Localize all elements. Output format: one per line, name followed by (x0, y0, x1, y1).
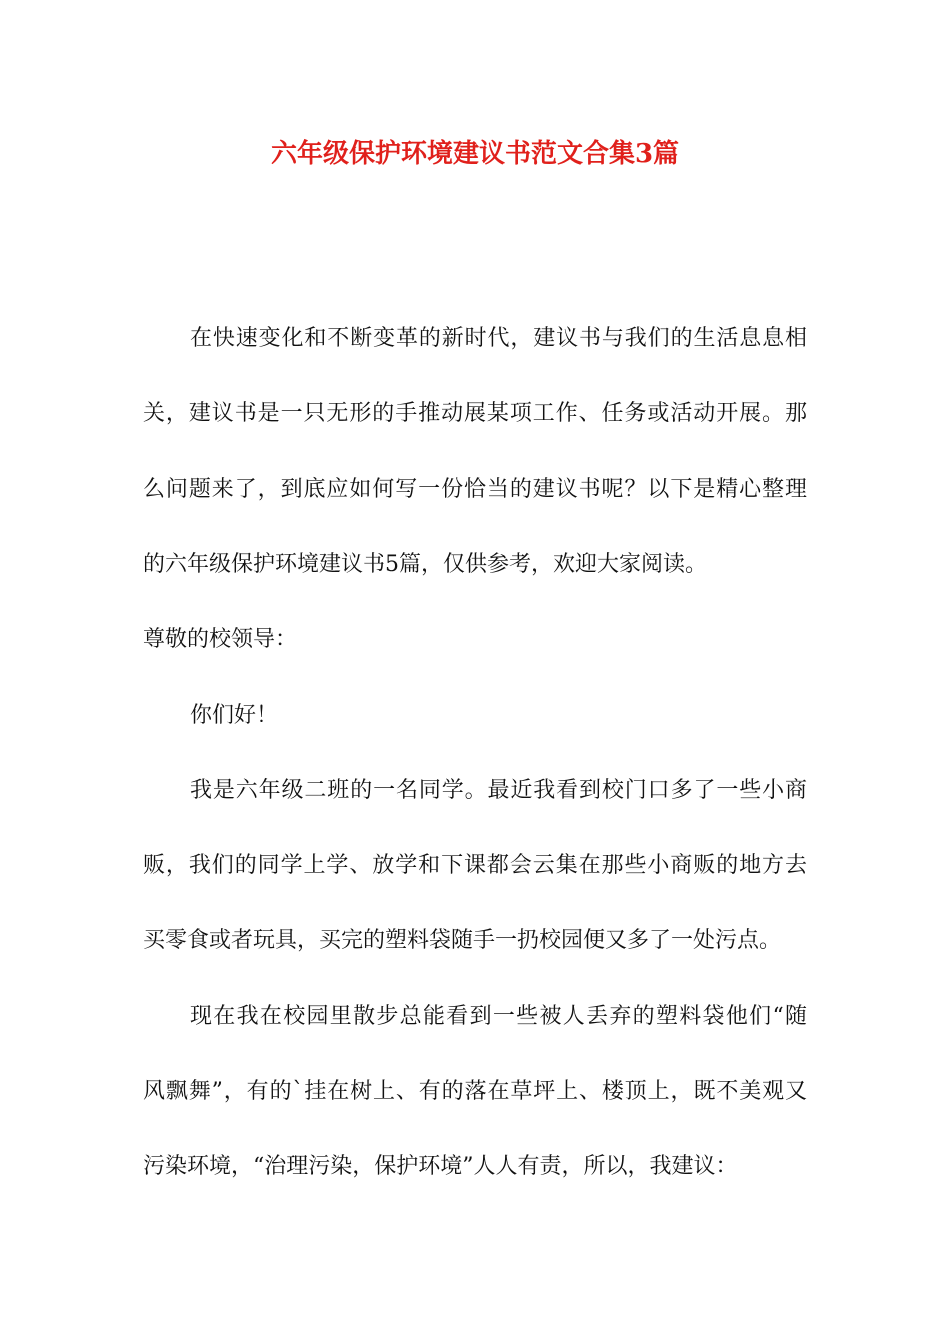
paragraph-line: 我是六年级二班的一名同学。最近我看到校门口多了一些小商 (190, 778, 807, 803)
paragraph-line: 在快速变化和不断变革的新时代，建议书与我们的生活息息相 (190, 326, 807, 351)
paragraph-line: 么问题来了，到底应如何写一份恰当的建议书呢？以下是精心整理 (143, 477, 807, 502)
greeting: 你们好！ (190, 703, 279, 728)
document-body (143, 326, 807, 1179)
document-title: 六年级保护环境建议书范文合集3篇 (270, 139, 680, 169)
paragraph-line: 污染环境，“治理污染，保护环境”人人有责，所以，我建议： (143, 1154, 738, 1179)
paragraph-line: 风飘舞”，有的`挂在树上、有的落在草坪上、楼顶上，既不美观又 (143, 1079, 807, 1104)
paragraph-line: 关，建议书是一只无形的手推动展某项工作、任务或活动开展。那 (143, 401, 807, 426)
paragraph-line: 的六年级保护环境建议书5篇，仅供参考，欢迎大家阅读。 (143, 552, 707, 577)
paragraph-line: 买零食或者玩具，买完的塑料袋随手一扔校园便又多了一处污点。 (143, 928, 782, 953)
paragraph-line: 贩，我们的同学上学、放学和下课都会云集在那些小商贩的地方去 (143, 853, 807, 878)
salutation: 尊敬的校领导： (143, 627, 298, 652)
paragraph-line: 现在我在校园里散步总能看到一些被人丢弃的塑料袋他们“随 (190, 1004, 807, 1029)
